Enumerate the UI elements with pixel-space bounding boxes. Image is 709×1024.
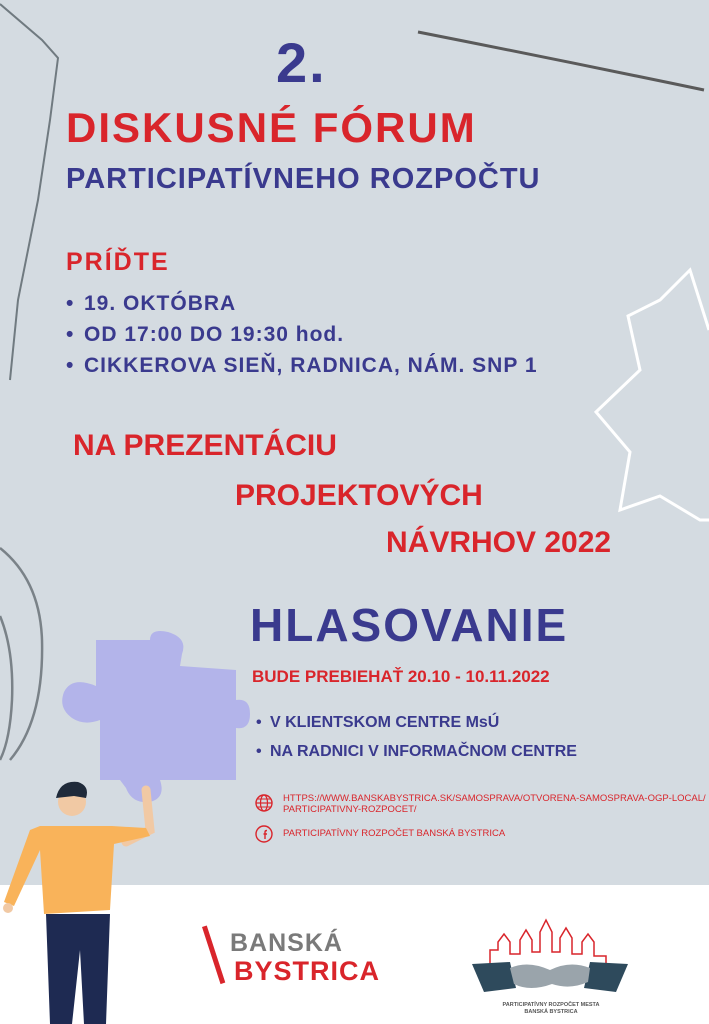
bullet-icon: • (66, 323, 75, 346)
presentation-line-2: PROJEKTOVÝCH (235, 479, 483, 512)
voting-period: BUDE PREBIEHAŤ 20.10 - 10.11.2022 (252, 667, 550, 686)
forum-number: 2. (276, 31, 327, 94)
voting-place: V KLIENTSKOM CENTRE MsÚ (270, 714, 500, 731)
event-venue: CIKKEROVA SIEŇ, RADNICA, NÁM. SNP 1 (84, 354, 538, 377)
person-with-puzzle-illustration (0, 630, 250, 1024)
city-logo-line-2: BYSTRICA (234, 956, 381, 986)
bullet-icon: • (256, 743, 262, 760)
voting-heading: HLASOVANIE (250, 599, 569, 651)
facebook-link-row[interactable] (254, 824, 505, 844)
caption-line-1: PARTICIPATÍVNY ROZPOČET MESTA (502, 1002, 600, 1008)
page-title: DISKUSNÉ FÓRUM (66, 104, 477, 151)
list-item (66, 288, 538, 319)
city-logo-line-1: BANSKÁ (230, 929, 343, 957)
globe-icon (254, 793, 274, 813)
web-link-line-2: PARTICIPATIVNY-ROZPOCET/ (283, 804, 417, 815)
participatory-budget-logo (470, 912, 630, 1002)
list-item (256, 708, 577, 737)
presentation-line-1: NA PREZENTÁCIU (73, 429, 337, 462)
web-link[interactable] (283, 793, 706, 815)
voting-places (256, 708, 577, 766)
facebook-link[interactable]: PARTICIPATÍVNY ROZPOČET BANSKÁ BYSTRICA (283, 828, 506, 839)
presentation-line-3: NÁVRHOV 2022 (386, 526, 612, 559)
bullet-icon: • (66, 354, 75, 377)
event-date: 19. OKTÓBRA (84, 292, 237, 315)
page-subtitle: PARTICIPATÍVNEHO ROZPOČTU (66, 163, 541, 195)
caption-line-2: BANSKÁ BYSTRICA (524, 1009, 578, 1015)
voting-place: NA RADNICI V INFORMAČNOM CENTRE (270, 743, 577, 760)
event-details (66, 288, 538, 381)
bullet-icon: • (256, 714, 262, 731)
event-time: OD 17:00 DO 19:30 hod. (84, 323, 345, 346)
facebook-icon (254, 824, 274, 844)
participatory-budget-caption (476, 1002, 626, 1016)
web-link-line-1: HTTPS://WWW.BANSKABYSTRICA.SK/SAMOSPRAVA/OTVORENA-SAMOSPRAVA-OGP-LOCAL/ (283, 793, 706, 804)
list-item (256, 737, 577, 766)
web-link-row[interactable] (254, 793, 706, 815)
list-item (66, 319, 538, 350)
list-item (66, 350, 538, 381)
bullet-icon: • (66, 292, 75, 315)
event-heading: PRÍĎTE (66, 248, 170, 276)
